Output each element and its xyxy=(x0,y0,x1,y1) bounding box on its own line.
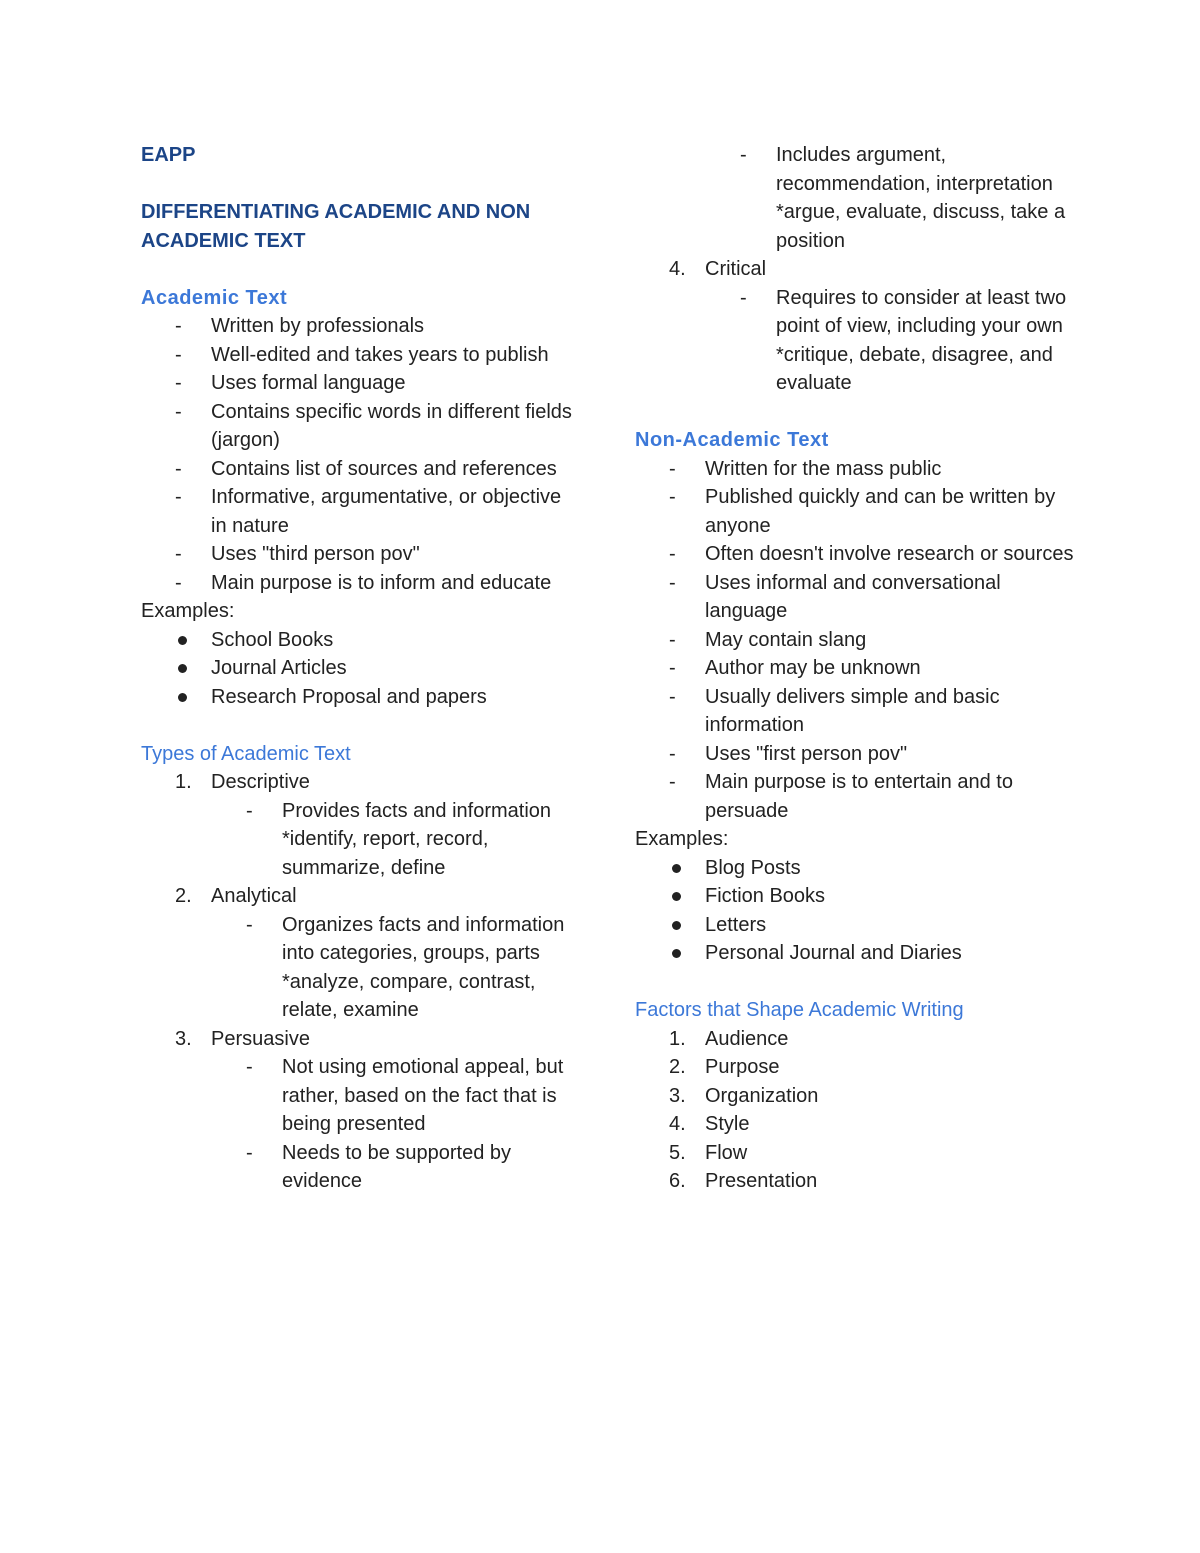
dash-marker: - xyxy=(669,628,676,651)
main-heading: DIFFERENTIATING ACADEMIC AND NON ACADEMIC TEXT xyxy=(141,201,531,252)
list-item: - Uses "first person pov" xyxy=(635,740,1075,769)
list-item: - Written for the mass public xyxy=(635,455,1075,484)
bullet-icon xyxy=(672,864,681,873)
non-academic-examples xyxy=(635,854,1075,968)
non-academic-heading: Non-Academic Text xyxy=(635,429,829,451)
academic-points xyxy=(141,312,581,597)
non-academic-points xyxy=(635,455,1075,826)
right-column xyxy=(635,141,1075,1196)
list-item: - Usually delivers simple and basic information xyxy=(635,683,1075,740)
dash-marker: - xyxy=(740,144,747,166)
bullet-icon xyxy=(672,921,681,930)
list-item: 4. Critical xyxy=(669,258,767,280)
list-item: - Often doesn't involve research or sources xyxy=(635,540,1075,569)
dash-marker: - xyxy=(175,486,182,508)
sub-item: - Not using emotional appeal, but rather, based on the fact that is being presented xyxy=(141,1053,581,1139)
list-item: Letters xyxy=(635,911,1075,940)
dash-marker: - xyxy=(669,685,676,708)
factors-list xyxy=(635,1025,1075,1196)
dash-marker: - xyxy=(669,457,676,480)
dash-marker: - xyxy=(246,1141,253,1164)
list-item: - Written by professionals xyxy=(141,312,581,341)
dash-marker: - xyxy=(669,771,676,793)
list-item: Journal Articles xyxy=(141,654,581,683)
list-item: - Well-edited and takes years to publish xyxy=(141,341,581,370)
list-item: - Uses "third person pov" xyxy=(141,540,581,569)
list-item: Blog Posts xyxy=(635,854,1075,883)
bullet-icon xyxy=(672,892,681,901)
list-item: 5. Flow xyxy=(669,1141,748,1164)
dash-marker: - xyxy=(246,913,253,936)
dash-marker: - xyxy=(175,400,182,423)
list-item: Fiction Books xyxy=(635,882,1075,911)
types-list-continued xyxy=(635,141,1075,398)
list-item: 1. Audience xyxy=(669,1027,789,1050)
dash-marker: - xyxy=(669,657,676,679)
bullet-icon xyxy=(178,664,187,673)
sub-item: - Requires to consider at least two point of view, including your own *critique, debate, disagree, and evaluate xyxy=(635,284,1075,398)
types-list xyxy=(141,768,581,1196)
list-item: - Informative, argumentative, or objective in nature xyxy=(141,483,581,540)
left-column xyxy=(141,141,581,1196)
sub-item: - Provides facts and information *identify, report, record, summarize, define xyxy=(141,797,581,883)
dash-marker: - xyxy=(740,286,747,309)
list-item: - Uses formal language xyxy=(141,369,581,398)
doc-title: EAPP xyxy=(141,144,196,166)
dash-marker: - xyxy=(669,486,676,508)
list-item: 3. Persuasive xyxy=(175,1027,310,1050)
list-item: - Main purpose is to inform and educate xyxy=(141,569,581,598)
list-item: - Uses informal and conversational language xyxy=(635,569,1075,626)
types-heading: Types of Academic Text xyxy=(141,742,351,765)
dash-marker: - xyxy=(175,543,182,565)
dash-marker: - xyxy=(175,315,182,337)
list-item: - May contain slang xyxy=(635,626,1075,655)
academic-examples-label: Examples: xyxy=(141,600,235,622)
list-item: Personal Journal and Diaries xyxy=(635,939,1075,968)
dash-marker: - xyxy=(175,571,182,594)
list-item: - Published quickly and can be written by anyone xyxy=(635,483,1075,540)
list-item: 4. Style xyxy=(669,1113,750,1135)
list-item: 2. Analytical xyxy=(175,885,297,907)
sub-item: - Needs to be supported by evidence xyxy=(141,1139,581,1196)
list-item: - Author may be unknown xyxy=(635,654,1075,683)
list-item: 3. Organization xyxy=(669,1084,819,1107)
dash-marker: - xyxy=(669,543,676,565)
list-item: 6. Presentation xyxy=(669,1170,818,1192)
bullet-icon xyxy=(178,636,187,645)
factors-heading: Factors that Shape Academic Writing xyxy=(635,999,964,1021)
sub-item: - Includes argument, recommendation, interpretation *argue, evaluate, discuss, take a position xyxy=(635,141,1075,255)
list-item: - Contains list of sources and references xyxy=(141,455,581,484)
sub-item: - Organizes facts and information into categories, groups, parts *analyze, compare, contrast, relate, examine xyxy=(141,911,581,1025)
dash-marker: - xyxy=(669,742,676,765)
dash-marker: - xyxy=(669,571,676,594)
list-item: - Contains specific words in different fields (jargon) xyxy=(141,398,581,455)
dash-marker: - xyxy=(175,372,182,394)
dash-marker: - xyxy=(246,799,253,822)
dash-marker: - xyxy=(175,457,182,480)
non-academic-examples-label: Examples: xyxy=(635,828,729,850)
list-item: - Main purpose is to entertain and to persuade xyxy=(635,768,1075,825)
dash-marker: - xyxy=(175,343,182,366)
academic-heading: Academic Text xyxy=(141,286,288,309)
list-item: School Books xyxy=(141,626,581,655)
list-item: 1. Descriptive xyxy=(175,771,310,793)
bullet-icon xyxy=(672,949,681,958)
bullet-icon xyxy=(178,693,187,702)
list-item: Research Proposal and papers xyxy=(141,683,581,712)
dash-marker: - xyxy=(246,1056,253,1078)
list-item: 2. Purpose xyxy=(669,1056,780,1078)
academic-examples xyxy=(141,626,581,712)
